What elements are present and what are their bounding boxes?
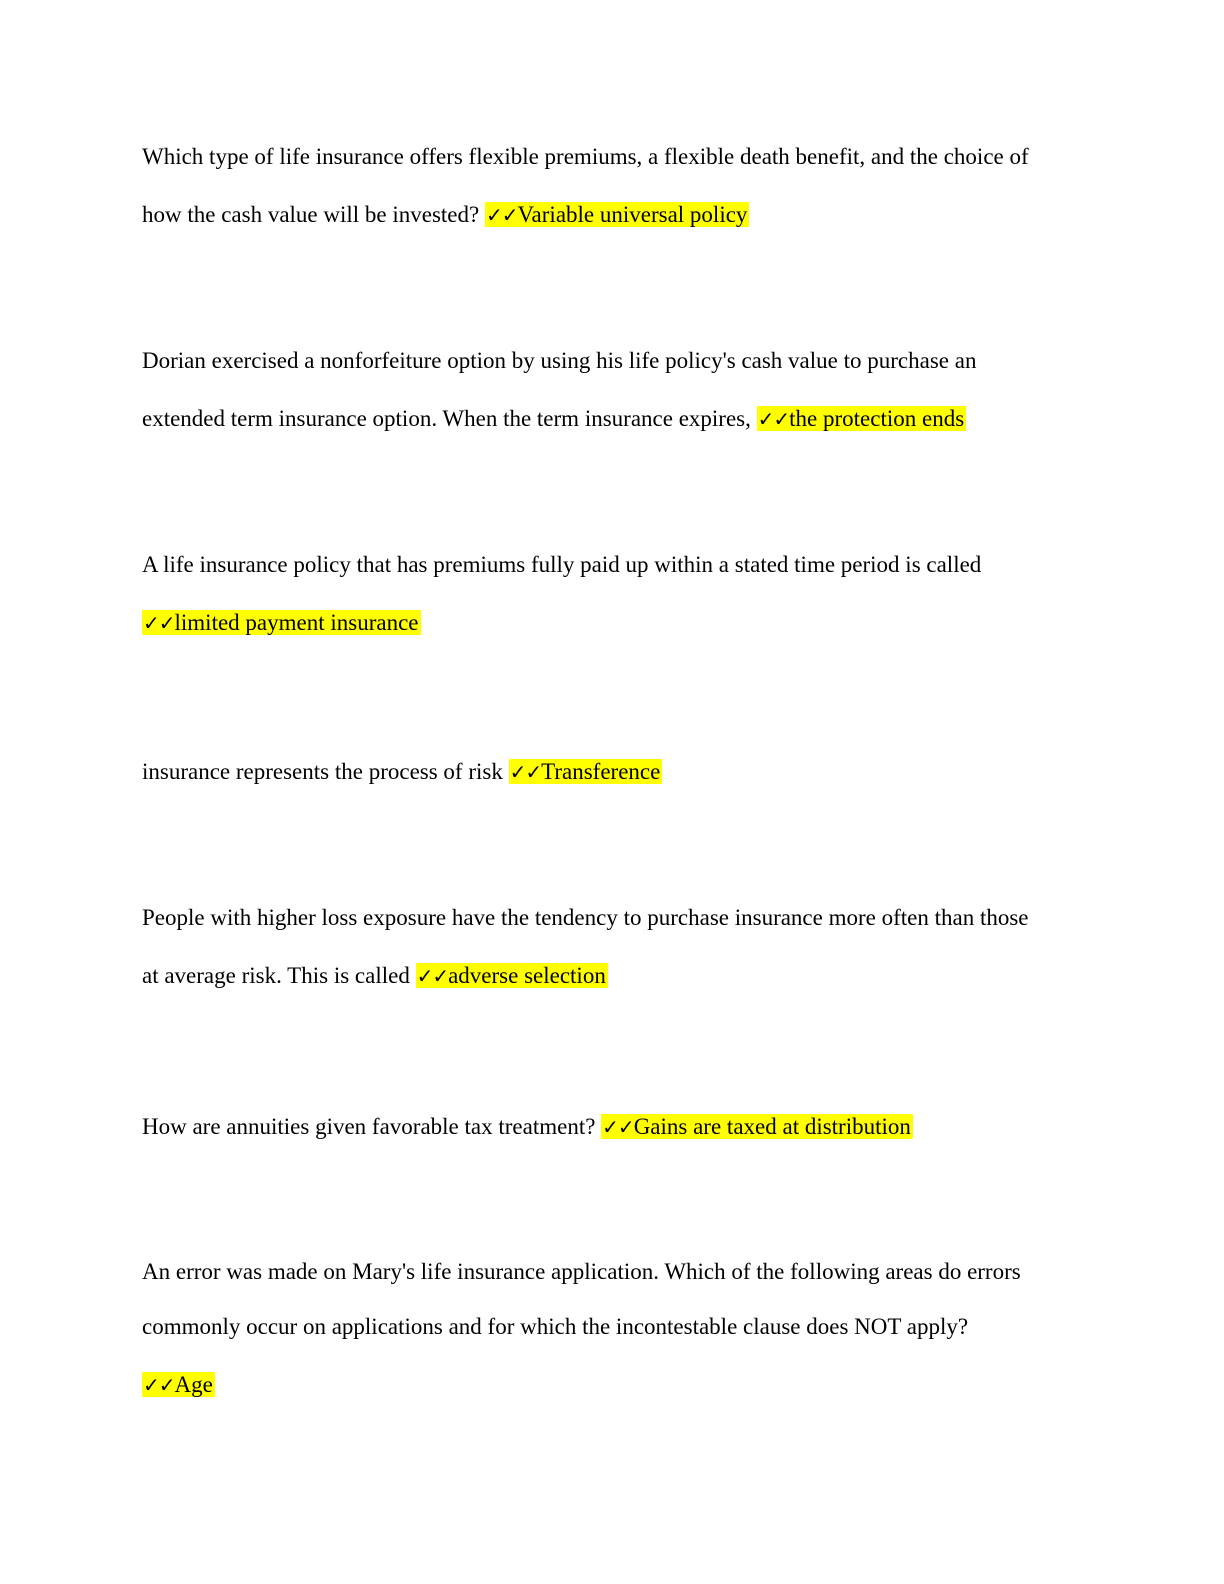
question-3-line-1: A life insurance policy that has premiums fully paid up within a stated time period is called: [142, 552, 982, 577]
question-1-line-2: [142, 198, 749, 232]
answer-7-highlight: [142, 1372, 215, 1397]
answer-3-line: [142, 606, 421, 640]
question-2-line-2: [142, 402, 966, 436]
question-6-text: How are annuities given favorable tax treatment?: [142, 1114, 596, 1139]
answer-2-highlight: [757, 406, 967, 431]
question-2-text: extended term insurance option. When the term insurance expires,: [142, 406, 751, 431]
double-check-icon: ✓✓: [416, 964, 449, 988]
question-5-text: at average risk. This is called: [142, 963, 410, 988]
answer-3-text: limited payment insurance: [174, 610, 419, 635]
answer-3-highlight: [142, 610, 421, 635]
answer-5-highlight: [416, 963, 608, 988]
question-2-line-1: Dorian exercised a nonforfeiture option by using his life policy's cash value to purchase an: [142, 348, 977, 373]
double-check-icon: ✓✓: [509, 760, 542, 784]
double-check-icon: ✓✓: [143, 611, 175, 635]
answer-1-highlight: [485, 202, 749, 227]
answer-6-highlight: [601, 1114, 913, 1139]
answer-7-line: [142, 1368, 215, 1402]
question-6-line-1: [142, 1110, 913, 1144]
answer-4-text: Transference: [541, 759, 661, 784]
question-7-line-1: An error was made on Mary's life insurance application. Which of the following areas do errors: [142, 1259, 1021, 1284]
double-check-icon: ✓✓: [757, 407, 790, 431]
question-5-line-1: People with higher loss exposure have the tendency to purchase insurance more often than those: [142, 905, 1029, 930]
question-4-text: insurance represents the process of risk: [142, 759, 503, 784]
answer-2-text: the protection ends: [789, 406, 965, 431]
answer-6-text: Gains are taxed at distribution: [633, 1114, 911, 1139]
question-4-line-1: [142, 755, 662, 789]
answer-4-highlight: [509, 759, 663, 784]
answer-7-text: Age: [174, 1372, 213, 1397]
double-check-icon: ✓✓: [602, 1115, 634, 1139]
question-7-line-2: commonly occur on applications and for which the incontestable clause does NOT apply?: [142, 1314, 969, 1339]
answer-5-text: adverse selection: [448, 963, 606, 988]
answer-1-text: Variable universal policy: [517, 202, 748, 227]
question-1-text: how the cash value will be invested?: [142, 202, 480, 227]
question-5-line-2: [142, 959, 608, 993]
question-1-line-1: Which type of life insurance offers flexible premiums, a flexible death benefit, and the choice of: [142, 144, 1029, 169]
double-check-icon: ✓✓: [143, 1373, 175, 1397]
double-check-icon: ✓✓: [485, 203, 518, 227]
